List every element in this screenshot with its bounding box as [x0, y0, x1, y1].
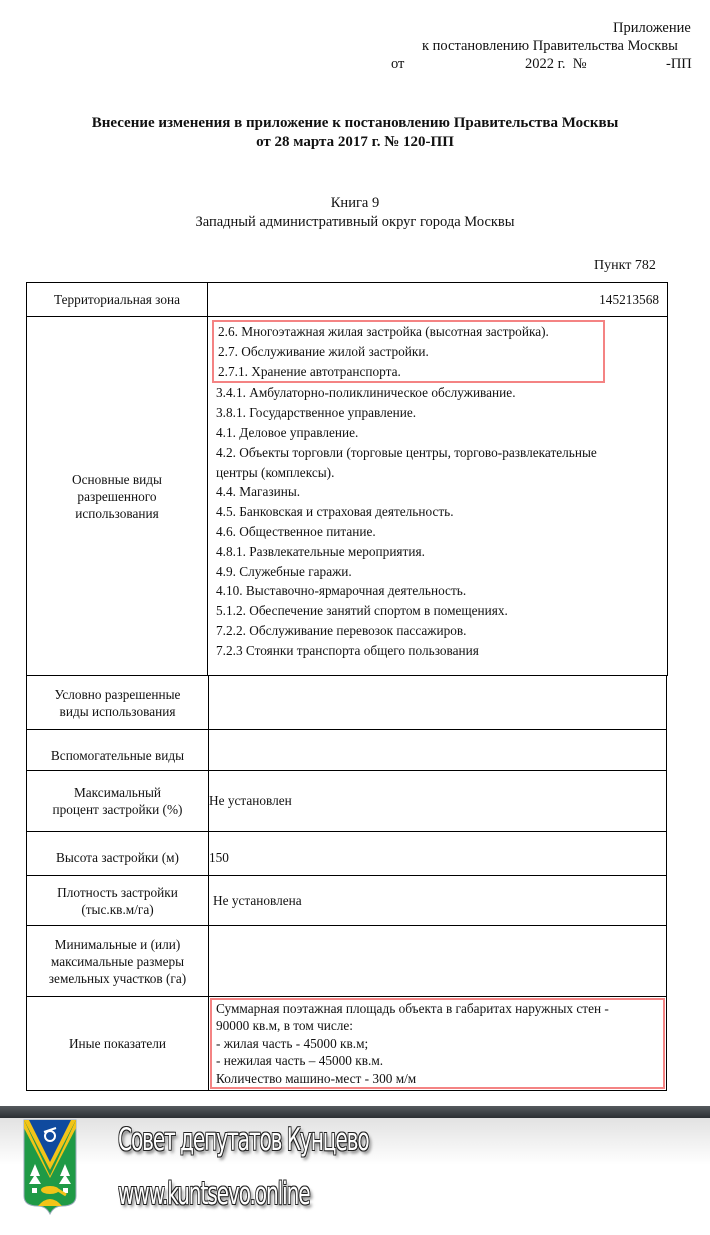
table-row: [27, 876, 667, 926]
highlighted-indicators: [210, 998, 665, 1089]
list-item: 4.10. Выставочно-ярмарочная деятельность.: [216, 583, 467, 599]
list-item: 4.4. Магазины.: [216, 484, 301, 500]
main-uses-label-line: Основные виды: [72, 471, 162, 487]
document-title: Внесение изменения в приложение к постановлению Правительства Москвы: [91, 115, 619, 131]
list-item: 7.2.3 Стоянки транспорта общего пользования: [216, 642, 479, 658]
auxiliary-uses-label: [27, 730, 209, 771]
plot-size-label: [27, 926, 209, 997]
label-line: (тыс.кв.м/га): [81, 901, 154, 917]
max-coverage-label: [27, 771, 209, 832]
appendix-label: Приложение: [613, 20, 691, 36]
indicator-line: - жилая часть - 45000 кв.м;: [216, 1035, 369, 1051]
height-label: [27, 832, 209, 876]
auxiliary-uses-value: [209, 730, 667, 771]
list-item: 4.5. Банковская и страховая деятельность.: [216, 504, 454, 520]
indicator-line: 90000 кв.м, в том числе:: [216, 1018, 354, 1034]
zone-table: [26, 282, 668, 676]
number-suffix: -ПП: [666, 56, 692, 72]
list-item: 2.7.1. Хранение автотранспорта.: [218, 363, 401, 379]
list-item: 4.8.1. Развлекательные мероприятия.: [216, 543, 425, 559]
label-line: Минимальные и (или): [54, 936, 181, 952]
main-uses-label-line: разрешенного: [77, 488, 157, 504]
resolution-ref: к постановлению Правительства Москвы: [422, 38, 678, 54]
footer-dark-band: [0, 1106, 710, 1118]
parameters-table: [26, 675, 667, 1091]
plot-size-value: [209, 926, 667, 997]
document-title-date: от 28 марта 2017 г. № 120-ПП: [256, 134, 454, 150]
org-name: Совет депутатов Кунцево: [118, 1122, 369, 1158]
zone-value: 145213568: [208, 283, 668, 317]
list-item: центры (комплексы).: [216, 464, 335, 480]
main-uses-cell: [208, 317, 668, 676]
highlighted-changes: [212, 320, 605, 383]
website-link[interactable]: www.kuntsevo.online: [118, 1176, 310, 1212]
list-item: 2.6. Многоэтажная жилая застройка (высотная застройка).: [218, 324, 549, 339]
table-row: [27, 730, 667, 771]
label-line: виды использования: [59, 703, 176, 719]
table-row: [27, 926, 667, 997]
list-item: 3.4.1. Амбулаторно-поликлиническое обслуживание.: [216, 385, 516, 401]
list-item: 4.9. Служебные гаражи.: [216, 563, 352, 579]
book-name: Книга 9: [330, 195, 380, 211]
other-indicators-cell: [209, 997, 667, 1091]
label-line: максимальные размеры: [50, 953, 185, 969]
list-item: 4.6. Общественное питание.: [216, 523, 376, 539]
indicator-line: Суммарная поэтажная площадь объекта в габаритах наружных стен -: [216, 1001, 609, 1016]
other-indicators-label: Иные показатели: [27, 997, 209, 1091]
density-label: [27, 876, 209, 926]
district-name: Западный административный округ города Москвы: [195, 214, 515, 230]
label-line: процент застройки (%): [52, 802, 183, 817]
table-row: [27, 676, 667, 730]
indicator-line: - нежилая часть – 45000 кв.м.: [216, 1053, 384, 1069]
list-item: 5.1.2. Обеспечение занятий спортом в помещениях.: [216, 603, 508, 619]
date-prefix: от: [391, 56, 405, 72]
list-item: 7.2.2. Обслуживание перевозок пассажиров.: [216, 622, 467, 638]
indicator-line: Количество машино-мест - 300 м/м: [216, 1070, 417, 1086]
main-uses-list: [208, 317, 667, 661]
list-item: 3.8.1. Государственное управление.: [216, 405, 417, 421]
max-coverage-value: Не установлен: [209, 771, 667, 832]
height-value: 150: [209, 832, 667, 876]
label-line: Вспомогательные виды: [50, 748, 185, 763]
table-row: [27, 997, 667, 1091]
table-row: [27, 771, 667, 832]
date-year: 2022 г. №: [525, 56, 587, 72]
label-line: Максимальный: [73, 785, 162, 800]
label-line: Условно разрешенные: [54, 686, 181, 702]
conditional-uses-label: [27, 676, 209, 730]
main-uses-row: [27, 317, 668, 676]
list-item: 4.1. Деловое управление.: [216, 424, 359, 440]
main-uses-label-line: использования: [75, 505, 159, 521]
density-value: Не установлена: [209, 876, 667, 926]
zone-row: [27, 283, 668, 317]
conditional-uses-value: [209, 676, 667, 730]
label-line: земельных участков (га): [48, 970, 187, 986]
list-item: 2.7. Обслуживание жилой застройки.: [218, 343, 429, 359]
main-uses-label: [27, 317, 208, 676]
point-number: Пункт 782: [594, 258, 656, 273]
table-row: [27, 832, 667, 876]
zone-label: Территориальная зона: [27, 283, 208, 317]
label-line: Плотность застройки: [57, 884, 178, 900]
list-item: 4.2. Объекты торговли (торговые центры, торгово-развлекательные: [216, 444, 597, 460]
label-line: Высота застройки (м): [56, 850, 179, 865]
kuntsevo-coat-of-arms-icon: [22, 1118, 78, 1218]
